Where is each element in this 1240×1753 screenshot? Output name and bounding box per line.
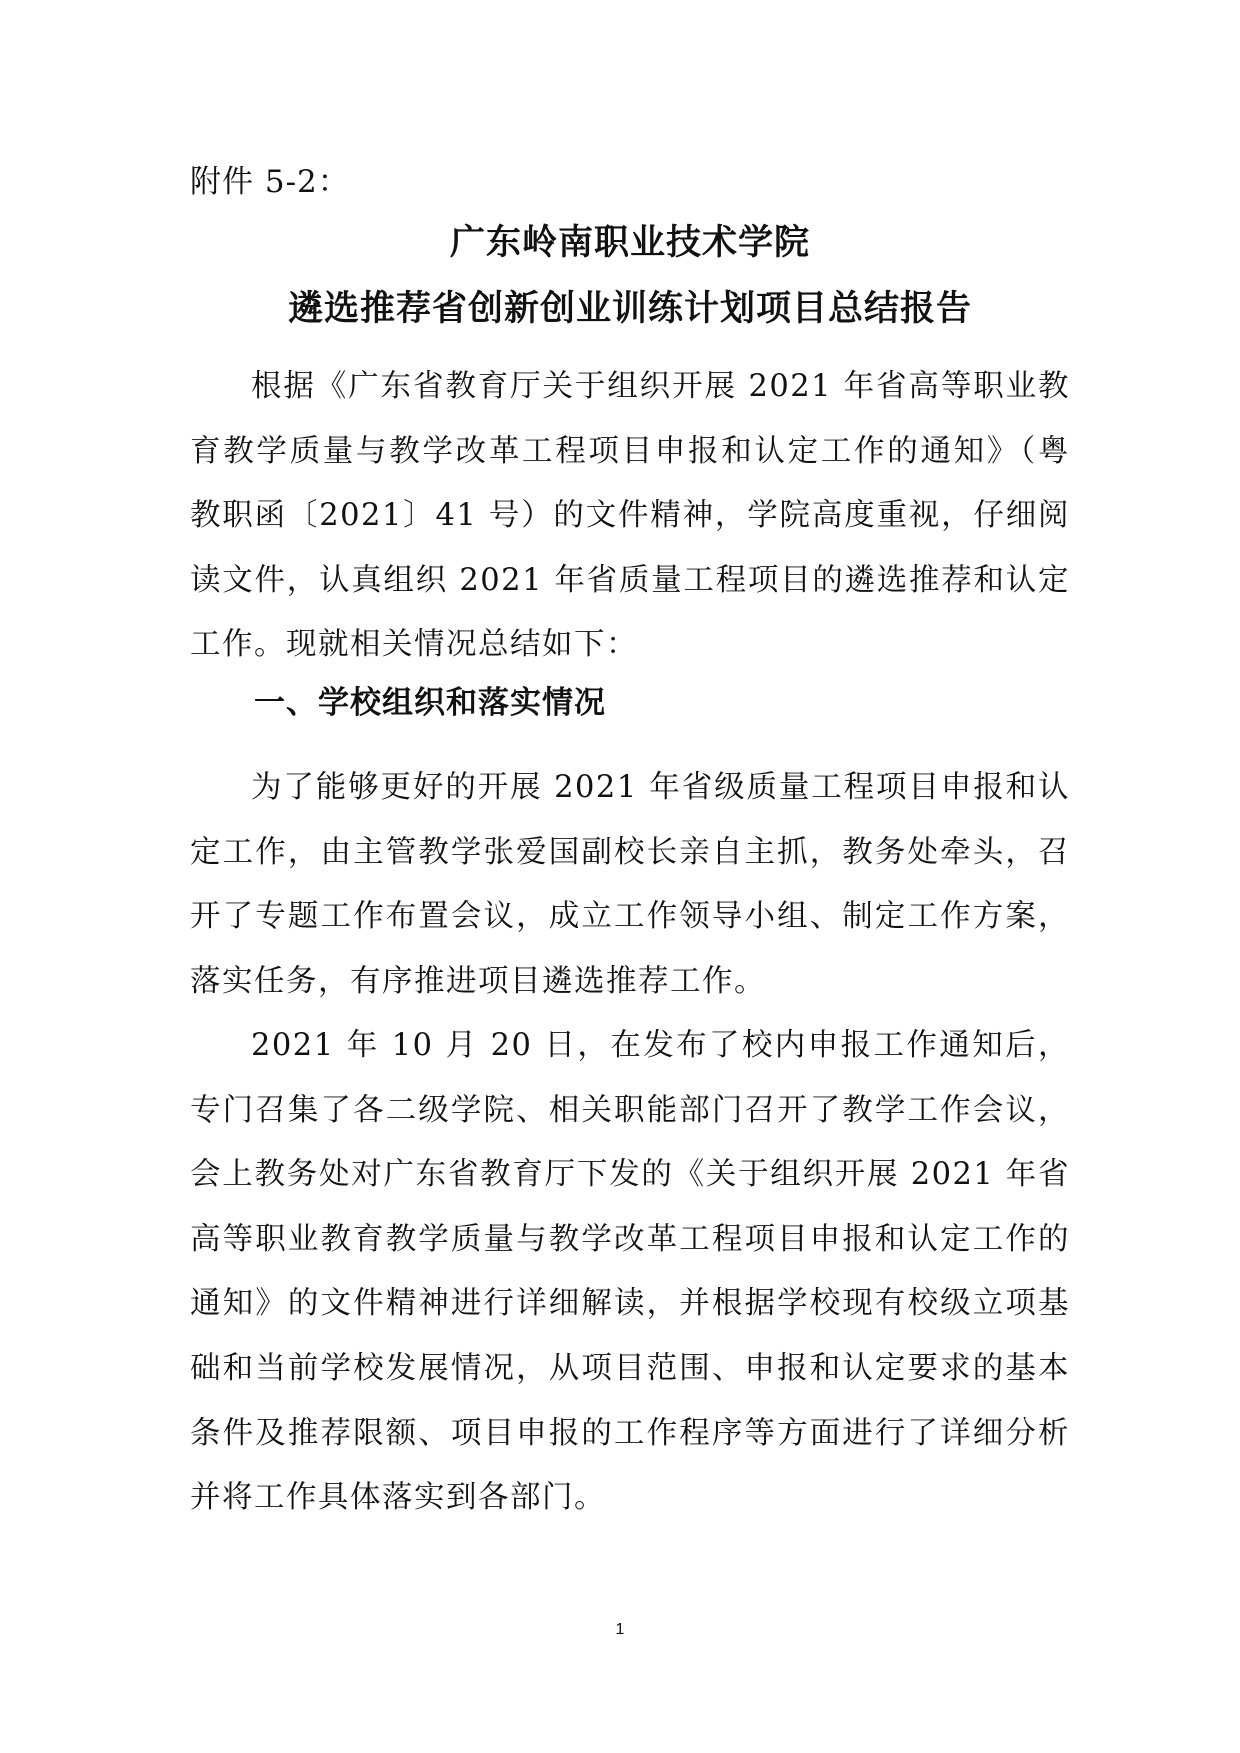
document-title-line-2: 遴选推荐省创新创业训练计划项目总结报告	[287, 289, 972, 329]
section-1-paragraph-1: 为了能够更好的开展 2021 年省级质量工程项目申报和认定工作，由主管教学张爱国副校长亲自主抓，教务处牵头，召开了专题工作布置会议，成立工作领导小组、制定工作方案，落实任务，有序推进项目遴选推荐工作。	[190, 770, 1070, 999]
section-heading-1: 一、学校组织和落实情况	[254, 685, 606, 721]
attachment-label: 附件 5-2：	[190, 164, 350, 200]
section-1-paragraph-2: 2021 年 10 月 20 日，在发布了校内申报工作通知后，专门召集了各二级学院、相关职能部门召开了教学工作会议，会上教务处对广东省教育厅下发的《关于组织开展 2021 年省高等职业教育教学质量与教学改革工程项目申报和认定工作的通知》的文件精神进行详细解读，并根据学校现有校级立项基础和当前学校发展情况，从项目范围、申报和认定要求的基本条件及推荐限额、项目申报的工作程序等方面进行了详细分析并将工作具体落实到各部门。	[190, 1028, 1070, 1516]
document-title-line-1: 广东岭南职业技术学院	[449, 223, 810, 263]
page-number: 1	[615, 1621, 625, 1638]
intro-paragraph: 根据《广东省教育厅关于组织开展 2021 年省高等职业教育教学质量与教学改革工程项目申报和认定工作的通知》（粤教职函〔2021〕41 号）的文件精神，学院高度重视，仔细阅读文件，认真组织 2021 年省质量工程项目的遴选推荐和认定工作。现就相关情况总结如下：	[190, 369, 1070, 663]
